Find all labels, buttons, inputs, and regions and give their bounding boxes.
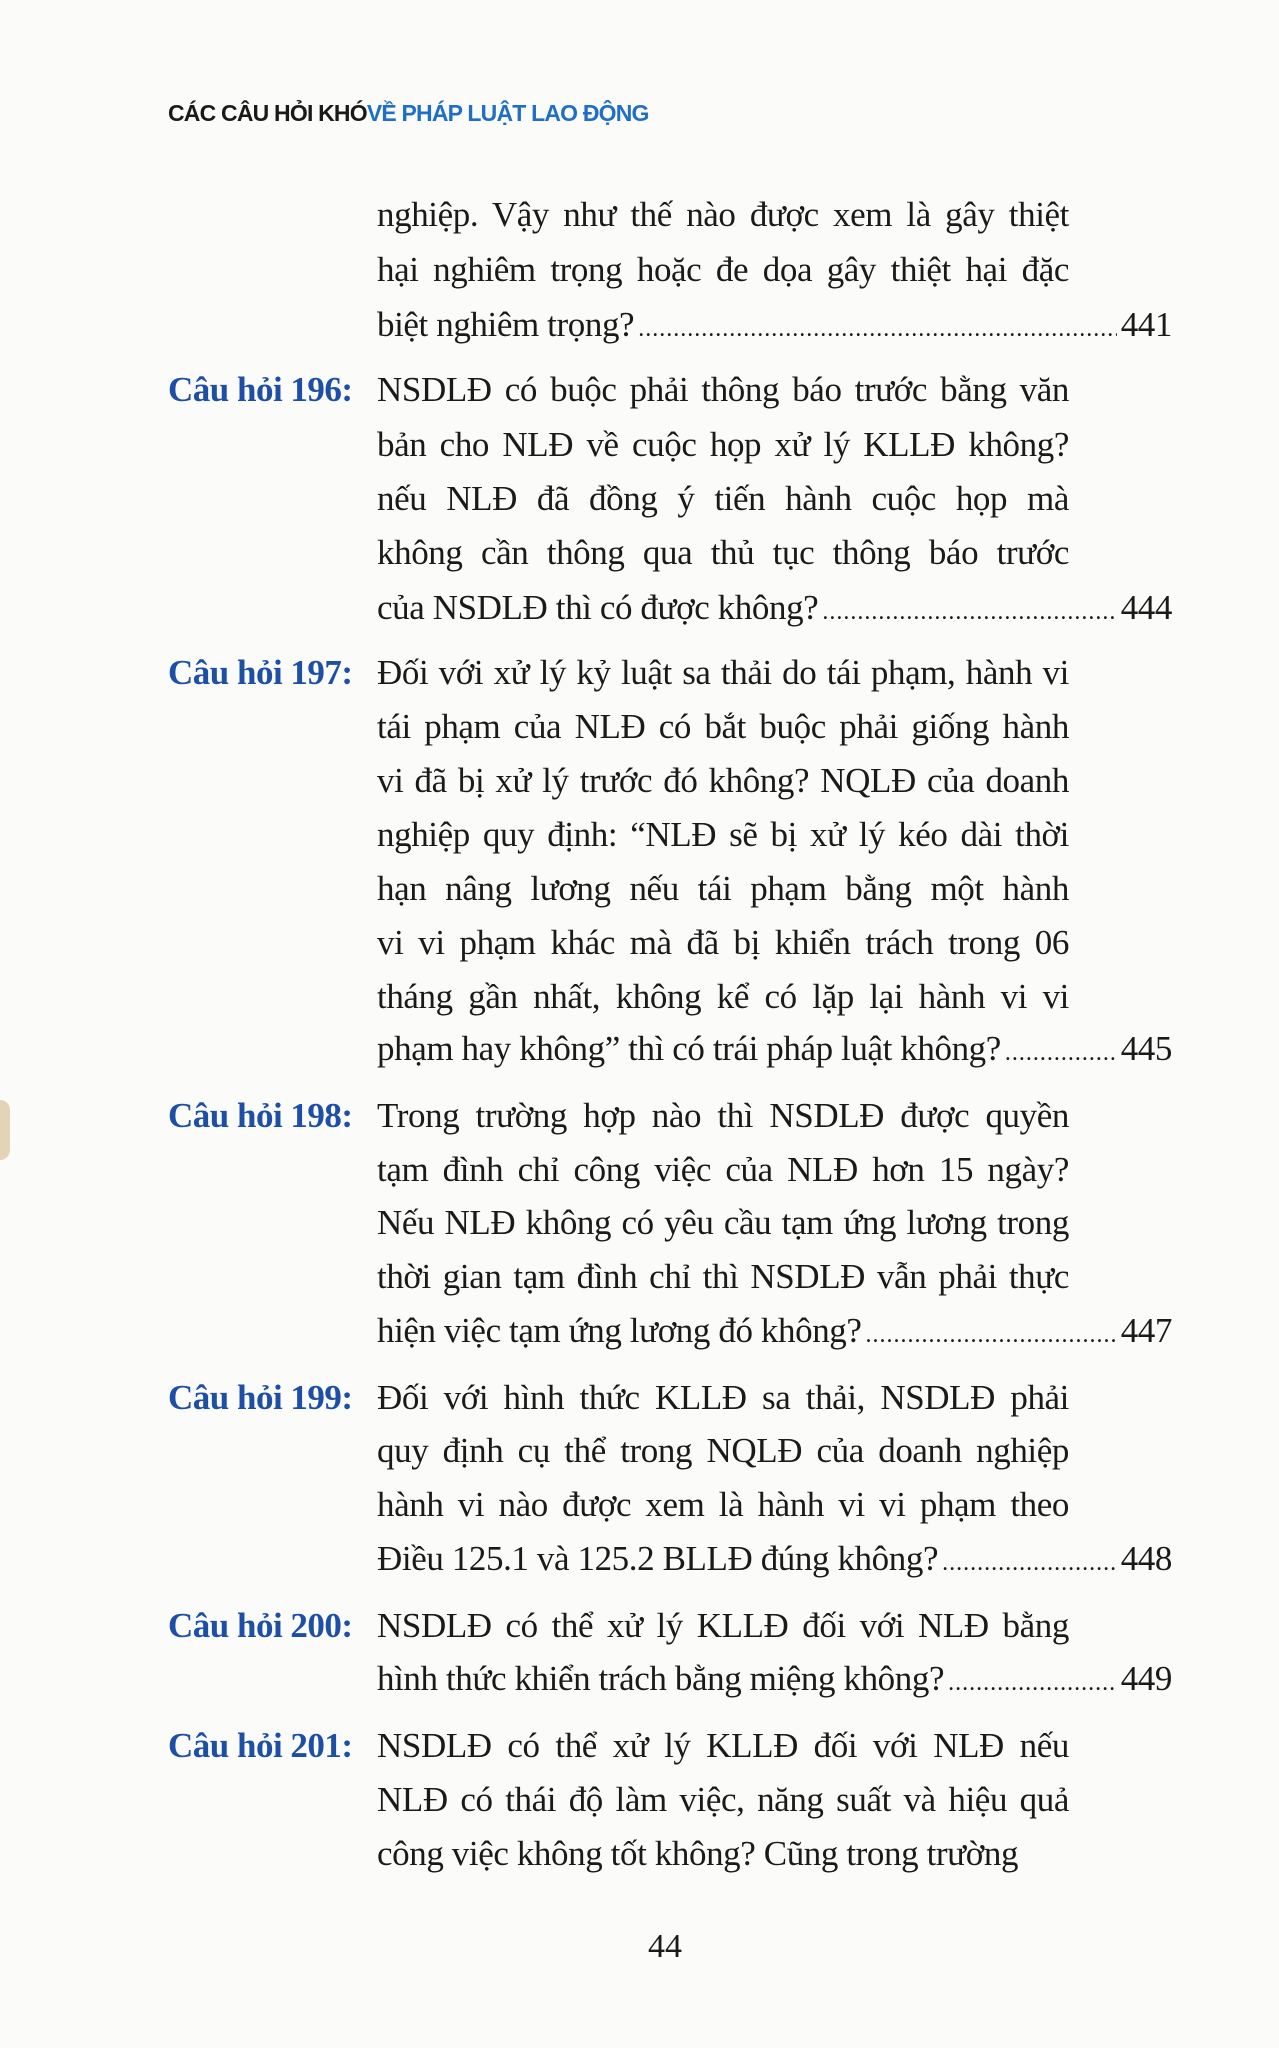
question-text-line: nghiệp. Vậy như thế nào được xem là gây thiệt [377,195,1069,234]
page-reference: 448 [1120,1539,1172,1578]
question-text-line [377,581,1172,635]
question-text: hiện việc tạm ứng lương đó không? [377,1311,862,1350]
question-text-line: bản cho NLĐ về cuộc họp xử lý KLLĐ không? [377,425,1069,464]
question-text-line: tạm đình chỉ công việc của NLĐ hơn 15 ngày? [377,1150,1069,1189]
question-text-line [377,1652,1172,1706]
question-text-line: Nếu NLĐ không có yêu cầu tạm ứng lương trong [377,1203,1069,1242]
question-text-line: hành vi nào được xem là hành vi vi phạm theo [377,1485,1069,1524]
dot-leader [866,1304,1117,1358]
dot-leader [1005,1022,1117,1076]
question-text-line: hại nghiêm trọng hoặc đe dọa gây thiệt hại đặc [377,250,1069,289]
page-reference: 449 [1120,1659,1172,1698]
question-text-line: Đối với hình thức KLLĐ sa thải, NSDLĐ phải [377,1378,1069,1417]
question-text: của NSDLĐ thì có được không? [377,588,819,627]
question-text-line: hạn nâng lương nếu tái phạm bằng một hành [377,869,1069,908]
question-text-line [377,1022,1172,1076]
dot-leader [822,581,1116,635]
question-text-line: công việc không tốt không? Cũng trong trường [377,1834,1019,1873]
header-part1: CÁC CÂU HỎI KHÓ [168,100,367,126]
dot-leader [942,1532,1117,1586]
question-label: Câu hỏi 199: [168,1378,353,1417]
question-text-line: Đối với xử lý kỷ luật sa thải do tái phạm, hành vi [377,653,1069,692]
page-edge-decoration [0,1100,10,1160]
question-text-line: không cần thông qua thủ tục thông báo trước [377,533,1069,572]
dot-leader [638,298,1117,352]
question-text: biệt nghiêm trọng? [377,305,635,344]
question-text-line: vi đã bị xử lý trước đó không? NQLĐ của doanh [377,761,1069,800]
question-label: Câu hỏi 196: [168,370,353,409]
question-text-line: quy định cụ thể trong NQLĐ của doanh nghiệp [377,1431,1069,1470]
page-reference: 444 [1120,588,1172,627]
page-reference: 445 [1120,1029,1172,1068]
question-text-line: NLĐ có thái độ làm việc, năng suất và hiệu quả [377,1780,1069,1819]
header-part2: VỀ PHÁP LUẬT LAO ĐỘNG [366,100,649,126]
question-text-line: Trong trường hợp nào thì NSDLĐ được quyền [377,1096,1069,1135]
question-text-line: NSDLĐ có thể xử lý KLLĐ đối với NLĐ bằng [377,1606,1069,1645]
question-label: Câu hỏi 201: [168,1726,353,1765]
dot-leader [948,1652,1117,1706]
question-text-line [377,1304,1172,1358]
question-label: Câu hỏi 200: [168,1606,353,1645]
question-text-line: NSDLĐ có buộc phải thông báo trước bằng văn [377,370,1069,409]
running-header [168,100,649,127]
question-text-line: NSDLĐ có thể xử lý KLLĐ đối với NLĐ nếu [377,1726,1069,1765]
question-text-line: tái phạm của NLĐ có bắt buộc phải giống hành [377,707,1069,746]
question-text-line: tháng gần nhất, không kể có lặp lại hành vi vi [377,977,1069,1016]
page-number: 44 [648,1928,682,1965]
question-text-line [377,1532,1172,1586]
question-text-line: nếu NLĐ đã đồng ý tiến hành cuộc họp mà [377,479,1069,518]
question-text-line: nghiệp quy định: “NLĐ sẽ bị xử lý kéo dài thời [377,815,1069,854]
page-reference: 447 [1120,1311,1172,1350]
question-label: Câu hỏi 198: [168,1096,353,1135]
question-text-line: thời gian tạm đình chỉ thì NSDLĐ vẫn phải thực [377,1257,1069,1296]
question-text: Điều 125.1 và 125.2 BLLĐ đúng không? [377,1539,939,1578]
question-text: hình thức khiển trách bằng miệng không? [377,1659,945,1698]
page-reference: 441 [1120,305,1172,344]
question-text-line: vi vi phạm khác mà đã bị khiển trách trong 06 [377,923,1069,962]
question-label: Câu hỏi 197: [168,653,353,692]
question-text: phạm hay không” thì có trái pháp luật không? [377,1029,1001,1068]
question-text-line [377,298,1172,352]
